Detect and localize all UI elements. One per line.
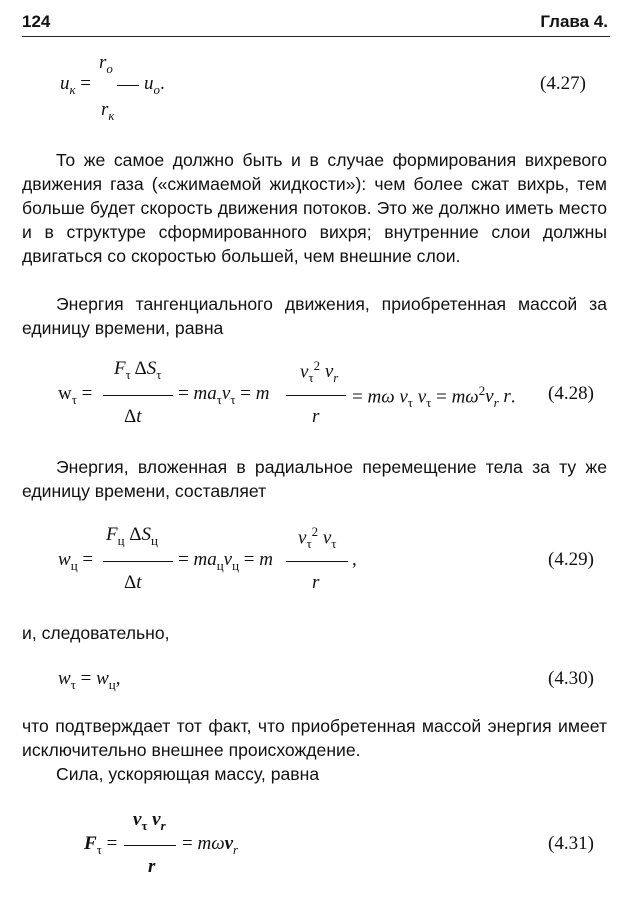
eq-4-31-numerator: $v_\tau$ $v_r$: [133, 809, 166, 833]
eq-4-27-right: $u_о$.: [144, 73, 165, 97]
eq-4-29-num1: $F_ц$ $\Delta S_ц$: [106, 524, 158, 548]
eq-4-28-fraction-bar-1: [103, 395, 173, 396]
equation-number: (4.31): [548, 833, 594, 854]
eq-4-31-right: = mωv$_r$: [182, 833, 239, 857]
paragraph-tangential-energy: Энергия тангенциального движения, приобретенная массой за единицу времени, равна: [22, 294, 607, 338]
eq-4-28-num1: $F_\tau$ $\Delta S_\tau$: [114, 358, 162, 382]
eq-4-29-comma: ,: [352, 549, 357, 570]
eq-4-29-num2: $v_\tau^2$ $v_\tau$: [298, 524, 337, 552]
equation-number: (4.30): [548, 668, 594, 689]
eq-4-28-num2: $v_\tau^2$ $v_r$: [300, 358, 339, 386]
eq-4-29-left: $w_ц$ =: [58, 549, 94, 573]
header-rule: [22, 36, 610, 37]
eq-4-29-fraction-bar-1: [103, 561, 173, 562]
eq-4-28-middle: = $ma_\tau v_\tau = m$: [178, 383, 270, 407]
eq-4-29-den2: r: [312, 572, 320, 593]
chapter-title: Глава 4.: [540, 12, 608, 31]
page-number: 124: [22, 12, 51, 31]
paragraph-external-origin: что подтверждает тот факт, что приобретенная массой энергия имеет исключительно внешнее происхождение.: [22, 716, 607, 760]
eq-4-29-middle: = $ma_цv_ц = m$: [178, 549, 273, 573]
eq-4-27-denominator: $r_к$: [101, 99, 115, 123]
eq-4-29-fraction-bar-2: [286, 561, 348, 562]
paragraph-force: Сила, ускоряющая массу, равна: [56, 764, 320, 784]
equation-number: (4.27): [540, 73, 586, 94]
paragraph-consequently: и, следовательно,: [22, 623, 170, 643]
eq-4-28-left: $w_\tau$ =: [58, 383, 93, 407]
eq-4-27-left: $u_к$ =: [60, 73, 92, 97]
paragraph-vortex-gas: То же самое должно быть и в случае формирования вихревого движения газа («сжимаемой жидкости»): чем более сжат вихрь, тем больше будет скорость движения потоков. Это же должно иметь место и в структуре сформированного вихря; внутренние слои должны двигаться со скоростью большей, чем внешние слои.: [22, 150, 607, 266]
eq-4-30-body: $w_\tau = w_ц$,: [58, 668, 121, 692]
eq-4-28-fraction-bar-2: [286, 395, 346, 396]
eq-4-31-left: $F_\tau$ =: [84, 833, 118, 857]
equation-number: (4.29): [548, 549, 594, 570]
eq-4-29-den1: Δt: [124, 572, 142, 593]
eq-4-31-fraction-bar: [124, 845, 176, 846]
eq-4-31-denominator: r: [148, 856, 156, 877]
eq-4-27-numerator: $r_о$: [99, 52, 113, 76]
eq-4-27-fraction-bar: [117, 85, 139, 86]
eq-4-28-den2: r: [312, 406, 320, 427]
eq-4-28-den1: Δt: [124, 406, 142, 427]
equation-number: (4.28): [548, 383, 594, 404]
eq-4-28-right: = mω $v_\tau$ $v_\tau = m\omega^2v_r$ r.: [352, 383, 516, 411]
paragraph-radial-energy: Энергия, вложенная в радиальное перемещение тела за ту же единицу времени, составляет: [22, 457, 607, 501]
